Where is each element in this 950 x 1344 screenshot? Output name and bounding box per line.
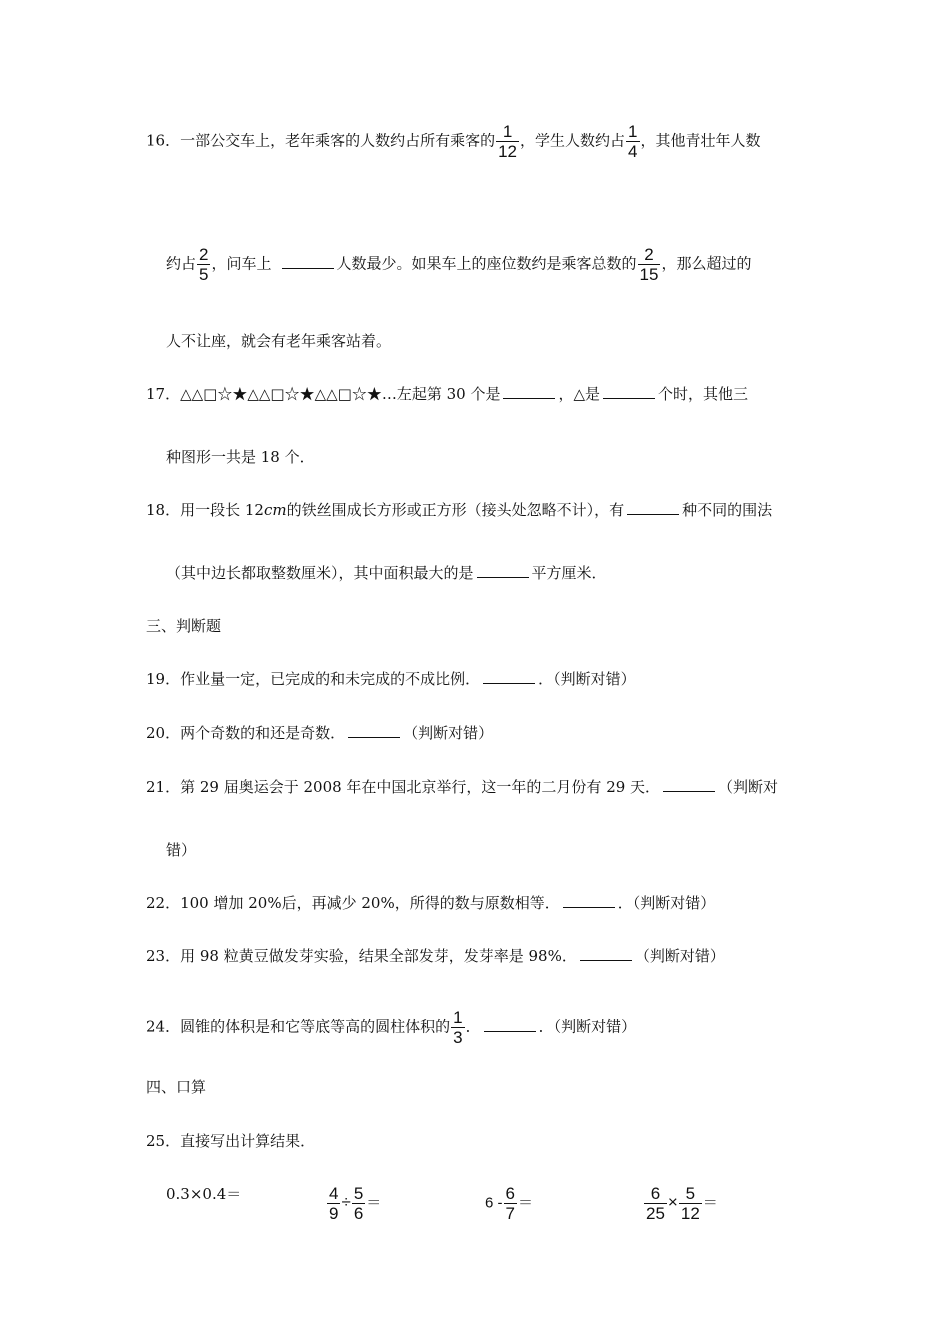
- q25-expr-3: [485, 1184, 533, 1223]
- q24-answer-blank[interactable]: [484, 1017, 536, 1032]
- divide-sign: ÷: [341, 1192, 351, 1212]
- q20-text: 20．两个奇数的和还是奇数．: [146, 724, 346, 742]
- q18-text-b: 的铁丝围成长方形或正方形（接头处忽略不计），有: [286, 501, 625, 519]
- frac-num: 5: [679, 1184, 702, 1204]
- q16-line2: [166, 245, 751, 284]
- q24-line: [146, 1008, 636, 1047]
- frac-num: 6: [505, 1184, 515, 1203]
- frac-num: 1: [628, 122, 638, 141]
- q16-fraction-1: [496, 122, 519, 161]
- q24-text: 24．圆锥的体积是和它等底等高的圆柱体积的: [146, 1017, 451, 1036]
- q25-title: 25．直接写出计算结果．: [146, 1132, 316, 1150]
- frac-den: 4: [628, 142, 638, 161]
- q24-suffix: ．（判断对错）: [538, 1017, 637, 1036]
- q18-text-c: 种不同的围法: [682, 501, 773, 519]
- equals-sign: ＝: [702, 1193, 718, 1212]
- q18-text-a: 18．用一段长 12: [146, 501, 264, 519]
- q19-line: [146, 669, 636, 689]
- q24-fraction: [451, 1008, 464, 1047]
- q25-e2-fraction-2: [352, 1184, 365, 1223]
- q25-e4-fraction-1: [644, 1184, 667, 1223]
- q17-text-c: 个时，其他三: [658, 385, 749, 403]
- q25-e4-fraction-2: [679, 1184, 702, 1223]
- q21-line2: 错）: [166, 841, 197, 859]
- q16-fraction-3: [197, 245, 210, 284]
- q17-answer-blank-2[interactable]: [603, 384, 655, 399]
- section-heading-judgment: 三、判断题: [146, 617, 222, 635]
- q18-line1: [146, 500, 772, 520]
- q16-text-a: 16．一部公交车上，老年乘客的人数约占所有乘客的: [146, 131, 496, 150]
- q16-text-e: ，问车上: [211, 254, 272, 273]
- equals-sign: ＝: [517, 1193, 533, 1212]
- q16-fraction-4: [638, 245, 661, 284]
- q19-suffix: ．（判断对错）: [538, 670, 636, 688]
- q21-text: 21．第 29 届奥运会于 2008 年在中国北京举行，这一年的二月份有 29 天．: [146, 778, 661, 796]
- frac-num: 4: [329, 1184, 339, 1203]
- frac-den: 25: [646, 1204, 665, 1223]
- q20-answer-blank[interactable]: [348, 723, 400, 738]
- q18-line2: [166, 563, 607, 583]
- q24-period: ．: [465, 1017, 481, 1036]
- q16-line1: [146, 122, 761, 161]
- q18-text-d: （其中边长都取整数厘米），其中面积最大的是: [166, 564, 474, 582]
- q19-text: 19．作业量一定，已完成的和未完成的不成比例．: [146, 670, 481, 688]
- frac-num: 2: [638, 245, 661, 265]
- q16-answer-blank[interactable]: [282, 254, 334, 269]
- multiply-sign: ×: [667, 1192, 678, 1212]
- q25-expr-1: 0.3×0.4＝: [166, 1185, 242, 1203]
- q25-e3-fraction: [504, 1184, 517, 1223]
- q22-text: 22．100 增加 20%后，再减少 20%，所得的数与原数相等．: [146, 894, 560, 912]
- frac-den: 12: [680, 1204, 700, 1223]
- q17-line1: [146, 384, 748, 404]
- section-heading-mental-math: 四、口算: [146, 1078, 207, 1096]
- q17-line2: 种图形一共是 18 个．: [166, 448, 315, 466]
- q17-text-b: ，△是: [558, 385, 600, 403]
- q22-suffix: ．（判断对错）: [617, 894, 716, 912]
- q23-line: [146, 946, 725, 966]
- equals-sign: ＝: [366, 1193, 382, 1212]
- q21-line1: [146, 777, 778, 797]
- frac-num: 5: [353, 1184, 364, 1203]
- q23-answer-blank[interactable]: [580, 946, 632, 961]
- frac-den: 12: [498, 142, 518, 161]
- q16-fraction-2: [626, 122, 639, 161]
- frac-num: 1: [453, 1008, 463, 1027]
- q18-answer-blank-1[interactable]: [627, 500, 679, 515]
- q21-suffix: （判断对: [718, 778, 779, 796]
- frac-num: 1: [496, 122, 519, 142]
- frac-num: 2: [199, 245, 209, 264]
- q16-text-g: ，那么超过的: [661, 254, 752, 273]
- q21-answer-blank[interactable]: [663, 777, 715, 792]
- q16-text-c: ，其他青壮年人数: [640, 131, 761, 150]
- minuend: 6 -: [485, 1194, 503, 1212]
- q20-line: [146, 723, 493, 743]
- frac-den: 6: [353, 1204, 364, 1223]
- frac-num: 6: [644, 1184, 667, 1204]
- q17-text-a: 17．△△□☆★△△□☆★△△□☆★…左起第 30 个是: [146, 385, 501, 403]
- q23-suffix: （判断对错）: [634, 947, 725, 965]
- q18-text-e: 平方厘米．: [531, 564, 607, 582]
- q22-answer-blank[interactable]: [563, 893, 615, 908]
- frac-den: 7: [505, 1204, 515, 1223]
- frac-den: 15: [639, 265, 659, 284]
- frac-den: 9: [329, 1204, 339, 1223]
- q25-expr-2: [326, 1184, 381, 1223]
- q16-text-f: 人数最少。如果车上的座位数约是乘客总数的: [336, 254, 637, 273]
- q25-e2-fraction-1: [327, 1184, 340, 1223]
- q18-answer-blank-2[interactable]: [477, 563, 529, 578]
- q25-expr-4: [643, 1184, 718, 1223]
- q16-text-b: ，学生人数约占: [520, 131, 626, 150]
- q23-text: 23．用 98 粒黄豆做发芽实验，结果全部发芽，发芽率是 98%．: [146, 947, 577, 965]
- q22-line: [146, 893, 715, 913]
- q20-suffix: （判断对错）: [403, 724, 494, 742]
- frac-den: 5: [199, 265, 209, 284]
- q17-answer-blank-1[interactable]: [503, 384, 555, 399]
- q16-line3: 人不让座，就会有老年乘客站着。: [166, 332, 392, 350]
- q18-unit: cm: [263, 501, 287, 519]
- frac-den: 3: [453, 1028, 463, 1047]
- q19-answer-blank[interactable]: [483, 669, 535, 684]
- q16-text-d: 约占: [166, 254, 197, 273]
